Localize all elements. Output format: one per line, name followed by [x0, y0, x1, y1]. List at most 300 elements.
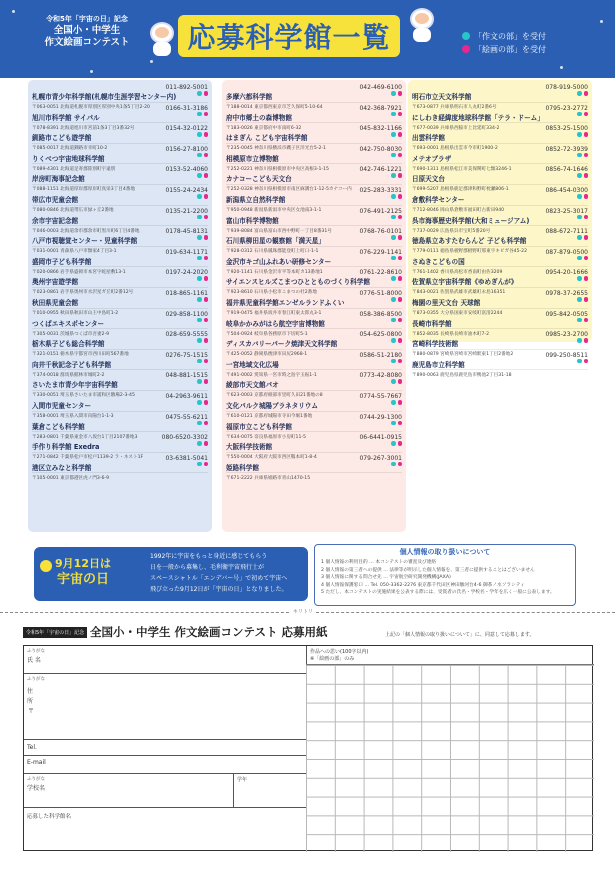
museum-name: 札幌市青少年科学館(札幌市生涯学習センター内): [32, 93, 177, 101]
museum-name: 一宮地域文化広場: [226, 360, 279, 369]
museum-address: 〒852-8035 長崎県長崎市油木町7-2: [412, 331, 490, 337]
category-dots: [195, 390, 208, 409]
category-dots: [195, 328, 208, 347]
essay-dot-icon: [391, 153, 396, 158]
category-dots: [389, 184, 402, 203]
essay-dot-icon: [391, 132, 396, 137]
museum-address: 〒939-8084 富山県富山市西中野町一丁目8番31号: [226, 228, 332, 234]
drawing-dot-icon: [584, 194, 589, 199]
museum-name: 盛岡市子ども科学館: [32, 257, 92, 266]
museum-name: 多摩六都科学館: [226, 93, 273, 101]
drawing-dot-icon: [398, 132, 403, 137]
legend: [462, 30, 546, 56]
drawing-dot-icon: [204, 400, 209, 405]
museum-tel: 0823-25-3017: [545, 207, 588, 215]
essay-dot-icon: [197, 276, 202, 281]
category-dots: [389, 410, 402, 429]
grade-field[interactable]: [234, 774, 306, 808]
museum-name: 釧路市こども遊学館: [32, 134, 92, 143]
drawing-dot-icon: [584, 91, 589, 96]
drawing-dot-icon: [584, 318, 589, 323]
category-dots: [195, 101, 208, 120]
museum-address: 〒671-2222 兵庫県姫路市青山1470-15: [226, 475, 311, 481]
museum-address: 〒923-8610 石川県小松市こまつの杜2番地: [226, 290, 317, 296]
category-dots: [575, 266, 588, 285]
essay-dot-icon: [197, 338, 202, 343]
essay-dot-icon: [197, 194, 202, 199]
essay-dot-icon: [391, 359, 396, 364]
museum-tel: 0156-27-8100: [165, 145, 208, 153]
museum-address: 〒080-0846 北海道帯広市緑ヶ丘2番地: [32, 207, 114, 213]
essay-dot-icon: [197, 400, 202, 405]
drawing-dot-icon: [584, 297, 589, 302]
museum-tel: 048-881-1515: [165, 372, 208, 380]
museum-address: 〒305-0031 茨城県つくば市吾妻2-9: [32, 331, 110, 337]
museum-address: 〒673-0877 兵庫県明石市人丸町2番6号: [412, 105, 497, 110]
drawing-dot-icon: [584, 112, 589, 117]
essay-dot-icon: [197, 235, 202, 240]
museum-tel: 0852-72-3939: [545, 145, 588, 153]
essay-dot-icon: [197, 359, 202, 364]
category-dots: [389, 225, 402, 244]
museum-address: 〒374-0018 群馬県館林市城町2-2: [32, 372, 105, 378]
museum-tel: 0985-23-2700: [545, 331, 588, 339]
museum-name: 明石市立天文科学館: [412, 93, 472, 101]
tel-field[interactable]: [24, 740, 306, 756]
category-dots: [575, 81, 588, 100]
museum-name: 府中市郷土の森博物館: [226, 113, 292, 122]
name-furigana-label: ふりがな: [27, 649, 45, 654]
page-title: 応募科学館一覧: [178, 15, 400, 57]
museum-tel: 0773-42-8080: [359, 372, 402, 380]
museum-tel: 045-832-1166: [359, 125, 402, 133]
space-day-box: [34, 547, 308, 601]
space-day-badge: [54, 556, 112, 588]
museum-address: 〒610-0121 京都府城陽市寺田今堀1番地: [226, 413, 313, 419]
drawing-dot-icon: [204, 276, 209, 281]
museum-tel: 058-386-8500: [359, 310, 402, 318]
museum-tel: 019-634-1171: [165, 248, 208, 256]
directory-column-3: [408, 80, 592, 378]
drawing-dot-icon: [398, 91, 403, 96]
category-dots: [195, 431, 208, 450]
museum-address: 〒283-0801 千葉県東金市八坂台1丁目2107番地3: [32, 434, 138, 440]
email-label: E-mail: [27, 759, 46, 766]
museum-name: 栃木県子ども総合科学館: [32, 340, 105, 349]
category-dots: [195, 81, 208, 100]
category-dots: [389, 266, 402, 285]
privacy-item: 4 個人情報保護窓口 … Tel. 050-3362-2276 東京都千代田区神田駿河台4-6 御茶ノ水ソラシティ: [321, 582, 525, 588]
drawing-dot-icon: [398, 235, 403, 240]
drawing-dot-icon: [204, 173, 209, 178]
drawing-dot-icon: [204, 153, 209, 158]
name-field[interactable]: [24, 646, 306, 674]
museum-tel: 0795-23-2772: [545, 104, 588, 112]
category-dots: [575, 245, 588, 264]
essay-dot-icon: [577, 132, 582, 137]
museum-address: 〒252-0328 神奈川県相模原市南区麻溝台1-12-5カナコー内: [226, 187, 352, 193]
sun-icon: [40, 560, 52, 572]
drawing-dot-icon: [398, 462, 403, 467]
essay-dot-icon: [577, 91, 582, 96]
drawing-dot-icon: [398, 379, 403, 384]
drawing-dot-icon: [398, 112, 403, 117]
drawing-dot-icon: [584, 153, 589, 158]
museum-entry: [32, 453, 208, 481]
cyan-dot-icon: [462, 32, 470, 40]
museum-name: サイエンスヒルズこまつひととものづくり科学館: [226, 278, 370, 287]
essay-dot-icon: [391, 112, 396, 117]
museum-name: 長崎市科学館: [412, 319, 452, 328]
grade-label: 学年: [237, 777, 248, 783]
museum-name: 秋田県児童会館: [32, 298, 79, 307]
museum-name: 岐阜かかみがはら航空宇宙博物館: [226, 319, 325, 328]
category-dots: [575, 225, 588, 244]
drawing-dot-icon: [398, 215, 403, 220]
drawing-dot-icon: [398, 441, 403, 446]
drawing-dot-icon: [204, 297, 209, 302]
museum-address: 〒677-0039 兵庫県西脇市上比延町334-2: [412, 125, 500, 131]
museum-tel: 087-879-0500: [545, 248, 588, 256]
museum-name: 手作り科学館 Exedra: [32, 443, 100, 452]
magenta-dot-icon: [462, 45, 470, 53]
museum-address: 〒491-0002 愛知県一宮市時之島字玉振1-1: [226, 372, 317, 378]
museum-name: 呉市海事歴史科学館(大和ミュージアム): [412, 216, 530, 225]
tel-label: Tel.: [27, 744, 37, 751]
drawing-dot-icon: [204, 421, 209, 426]
museum-tel: 0856-74-1646: [545, 166, 588, 174]
category-dots: [389, 451, 402, 470]
museum-name: 宮崎科学技術館: [412, 340, 459, 349]
museum-address: 〒425-0052 静岡県焼津市田尻2968-1: [226, 352, 308, 358]
work-title-line1: 作品への思い(100字以内): [310, 649, 369, 655]
museum-tel: 0155-24-2434: [165, 186, 208, 194]
museum-tel: 0276-75-1515: [165, 351, 208, 359]
category-dots: [195, 266, 208, 285]
museum-address: 〒873-0355 大分県国東市安岐町富清2244: [412, 310, 503, 316]
space-day-description: [150, 551, 304, 595]
category-dots: [389, 348, 402, 367]
museum-tel: 0475-55-6211: [165, 413, 208, 421]
essay-dot-icon: [197, 91, 202, 96]
museum-address: 〒779-0111 徳島県板野郡板野町那東字キビガ谷45-22: [412, 249, 528, 255]
form-title: 全国小・中学生 作文絵画コンテスト 応募用紙: [90, 625, 328, 639]
drawing-dot-icon: [584, 235, 589, 240]
essay-dot-icon: [391, 276, 396, 281]
museum-address: 〒010-0955 秋田県秋田市山王中島町1-2: [32, 310, 119, 316]
museum-tel: 0768-76-0101: [359, 228, 402, 236]
privacy-notice: [314, 544, 576, 606]
school-field[interactable]: [24, 774, 234, 808]
category-dots: [389, 245, 402, 264]
essay-dot-icon: [391, 91, 396, 96]
essay-dot-icon: [197, 112, 202, 117]
museum-address: 〒690-1311 島根県松江市美保関町七類3246-1: [412, 166, 512, 172]
drawing-dot-icon: [584, 256, 589, 261]
museum-name: 文化パルク城陽プラネタリウム: [226, 401, 318, 410]
drawing-dot-icon: [584, 276, 589, 281]
museum-address: 〒330-0051 埼玉県さいたま市浦和区駒場2-3-45: [32, 393, 135, 399]
drawing-dot-icon: [584, 132, 589, 137]
museum-name: 港区立みなと科学館: [32, 463, 92, 472]
museum-tel: 076-491-2125: [359, 207, 402, 215]
museum-tel: 04-2963-9611: [165, 392, 208, 400]
museum-name: 八戸市視聴覚センター・児童科学館: [32, 237, 138, 246]
museum-tel: 076-229-1141: [359, 248, 402, 256]
drawing-dot-icon: [398, 421, 403, 426]
museum-address: 〒188-0014 東京都西東京市芝久保町5-10-64: [226, 105, 323, 110]
essay-dot-icon: [577, 235, 582, 240]
museum-tel: 099-250-8511: [545, 351, 588, 359]
category-dots: [389, 287, 402, 306]
essay-dot-icon: [391, 256, 396, 261]
museum-name: 出雲科学館: [412, 134, 445, 143]
school-label: 学校名: [27, 785, 46, 792]
museum-address: 〒020-0866 岩手県盛岡市本宮字蛇屋敷13-1: [32, 269, 126, 275]
drawing-dot-icon: [398, 318, 403, 323]
category-dots: [575, 142, 588, 161]
museum-name: 日原天文台: [412, 175, 445, 184]
museum-address: 〒088-1151 北海道厚岸郡厚岸町真栄3丁目4番地: [32, 187, 135, 193]
museum-name: 葉倉こども科学館: [32, 422, 85, 431]
museum-name: 余市宇宙記念館: [32, 216, 79, 225]
museum-field[interactable]: [24, 808, 306, 852]
drawing-dot-icon: [398, 194, 403, 199]
address-label-2: 所: [27, 698, 34, 705]
category-dots: [389, 369, 402, 388]
museum-address: 〒712-8046 岡山県倉敷市福田町古新田940: [412, 207, 505, 213]
essay-dot-icon: [577, 215, 582, 220]
category-dots: [389, 328, 402, 347]
category-dots: [195, 163, 208, 182]
museum-tel: 06-6441-0915: [359, 434, 402, 442]
museum-address: 〒235-0045 神奈川県横浜市磯子区洋光台5-2-1: [226, 146, 326, 152]
essay-dot-icon: [391, 379, 396, 384]
museum-name: 梅園の里天文台 天球館: [412, 298, 481, 307]
header-banner: [0, 0, 615, 78]
cut-label: キリトリ: [290, 608, 316, 615]
privacy-item: 3 個人情報に関する問合せ先 … 宇宙航空研究開発機構(JAXA): [321, 575, 451, 581]
drawing-dot-icon: [584, 215, 589, 220]
museum-address: 〒761-1402 香川県高松市香南町由佐3209: [412, 269, 503, 275]
museum-name: 富山市科学博物館: [226, 216, 279, 225]
essay-dot-icon: [577, 297, 582, 302]
museum-tel: 0853-25-1500: [545, 125, 588, 133]
museum-tel: 078-919-5000: [545, 84, 588, 91]
category-dots: [195, 122, 208, 141]
museum-name: 鹿児島市立科学館: [412, 360, 465, 369]
museum-address: 〒699-5207 島根県鹿足郡津和野町枕瀬806-1: [412, 187, 509, 193]
museum-name: メテオプラザ: [412, 154, 452, 163]
category-dots: [389, 431, 402, 450]
museum-entry: [226, 453, 402, 481]
museum-name: にしわき経緯度地球科学館「テラ・ドーム」: [412, 113, 544, 122]
legend-drawing: [462, 43, 546, 56]
essay-dot-icon: [577, 359, 582, 364]
museum-name: 旭川市科学館 サイパル: [32, 113, 100, 122]
category-dots: [195, 369, 208, 388]
privacy-title: 個人情報の取り扱いについて: [399, 548, 491, 556]
museum-tel: 086-454-0300: [545, 186, 588, 194]
drawing-dot-icon: [204, 132, 209, 137]
museum-name: 倉敷科学センター: [412, 195, 465, 204]
museum-tel: 0166-31-3186: [165, 104, 208, 112]
privacy-item: 2 個人情報の第三者への提供 … 法律等が明示した個人情報を、第三者に提供することはございません: [321, 567, 535, 573]
museum-name: さいたま市青少年宇宙科学館: [32, 381, 118, 390]
essay-dot-icon: [197, 441, 202, 446]
museum-address: 〒693-0001 島根県出雲市今市町1900-2: [412, 146, 498, 152]
museum-name: 奥州宇宙遊学館: [32, 278, 79, 287]
category-dots: [389, 142, 402, 161]
essay-dot-icon: [391, 318, 396, 323]
drawing-dot-icon: [204, 256, 209, 261]
email-field[interactable]: [24, 756, 306, 774]
museum-tel: 0197-24-2020: [165, 269, 208, 277]
museum-tel: 0135-21-2200: [165, 207, 208, 215]
drawing-dot-icon: [204, 379, 209, 384]
category-dots: [195, 410, 208, 429]
essay-dot-icon: [577, 338, 582, 343]
drawing-dot-icon: [204, 194, 209, 199]
museum-name: はまぎん こども宇宙科学館: [226, 134, 308, 143]
museum-name: 綾部市天文館パオ: [226, 381, 279, 390]
museum-address: 〒928-0312 石川県鳳珠郡能登町上町口-1-1: [226, 249, 319, 255]
contest-name-line1: 令和5年「宇宙の日」記念: [46, 15, 128, 23]
drawing-dot-icon: [204, 91, 209, 96]
category-dots: [195, 287, 208, 306]
museum-name: 帯広市児童会館: [32, 195, 79, 204]
essay-dot-icon: [577, 173, 582, 178]
essay-dot-icon: [391, 462, 396, 467]
essay-dot-icon: [197, 318, 202, 323]
drawing-dot-icon: [584, 338, 589, 343]
museum-name: 徳島県立あすたむらんど 子ども科学館: [412, 237, 527, 246]
museum-tel: 029-858-1100: [165, 310, 208, 318]
drawing-dot-icon: [398, 338, 403, 343]
museum-address: 〒950-0948 新潟県新潟市中央区女池南3-1-1: [226, 207, 322, 213]
category-dots: [575, 122, 588, 141]
museum-name: 入間市児童センター: [32, 401, 92, 410]
museum-address: 〒023-0861 岩手県奥州市水沢星ガ丘町2番12号: [32, 290, 134, 296]
astronaut-right-icon: [408, 8, 436, 42]
writing-grid[interactable]: [306, 664, 594, 852]
category-dots: [195, 204, 208, 223]
category-dots: [195, 245, 208, 264]
category-dots: [575, 348, 588, 367]
museum-name: 福井県児童科学館エンゼルランドふくい: [226, 298, 345, 307]
drawing-dot-icon: [204, 112, 209, 117]
essay-dot-icon: [391, 297, 396, 302]
museum-address: 〒623-0003 京都府綾部市里町久田21番地の8: [226, 393, 323, 399]
essay-dot-icon: [391, 400, 396, 405]
essay-dot-icon: [391, 235, 396, 240]
essay-dot-icon: [391, 441, 396, 446]
museum-tel: 011-892-5001: [165, 84, 208, 91]
museum-tel: 0744-29-1300: [359, 413, 402, 421]
essay-dot-icon: [197, 297, 202, 302]
postal-mark: 〒: [28, 708, 35, 715]
form-tag: 令和5年「宇宙の日」記念: [23, 627, 87, 638]
museum-name: 向井千秋記念子ども科学館: [32, 360, 112, 369]
museum-address: 〒321-0151 栃木県宇都宮市西川田町567番地: [32, 352, 129, 358]
drawing-dot-icon: [398, 153, 403, 158]
museum-tel: 028-659-5555: [165, 331, 208, 339]
museum-name: 新潟県立自然科学館: [226, 195, 286, 204]
museum-name: ディスカバリーパーク焼津天文科学館: [226, 340, 338, 349]
museum-name: カナコーこども天文台: [226, 175, 292, 184]
essay-dot-icon: [197, 256, 202, 261]
drawing-dot-icon: [204, 235, 209, 240]
museum-address: 〒890-0063 鹿児島県鹿児島市鴨池2丁目31-18: [412, 372, 512, 378]
museum-tel: 042-746-1221: [359, 166, 402, 174]
drawing-dot-icon: [398, 276, 403, 281]
drawing-dot-icon: [398, 173, 403, 178]
space-day-desc-line: 日を一般から募集し、毛利衛宇宙飛行士が: [150, 564, 265, 571]
museum-entry: [412, 350, 588, 378]
museum-tel: 0978-37-2655: [545, 289, 588, 297]
consent-text: 上記の「個人情報の取り扱いについて」に、同意して応募します。: [385, 632, 535, 638]
directory-column-2: [222, 80, 406, 532]
address-field[interactable]: [24, 674, 306, 740]
category-dots: [389, 81, 402, 100]
essay-dot-icon: [197, 215, 202, 220]
museum-tel: 054-625-0800: [359, 331, 402, 339]
legend-drawing-label: 「絵画の部」を受付: [474, 45, 546, 54]
museum-name: 佐賀県立宇宙科学館《ゆめぎんが》: [412, 278, 518, 287]
museum-tel: 0153-52-4060: [165, 166, 208, 174]
category-dots: [575, 184, 588, 203]
museum-tel: 0774-55-7667: [359, 392, 402, 400]
astronaut-left-icon: [148, 22, 176, 56]
essay-dot-icon: [577, 318, 582, 323]
museum-tel: 0178-45-8131: [165, 228, 208, 236]
museum-address: 〒919-0475 福井県坂井市春江町東太郎丸3-1: [226, 310, 322, 316]
drawing-dot-icon: [398, 256, 403, 261]
application-form: [23, 645, 593, 851]
museum-name: 福原市立こども科学館: [226, 422, 292, 431]
museum-address: 〒046-0003 北海道余市郡余市町黒川町6丁目4番地: [32, 228, 140, 234]
essay-dot-icon: [391, 194, 396, 199]
museum-tel: 0761-22-8610: [359, 269, 402, 277]
museum-address: 〒031-0001 青森県八戸市類家4丁目3-1: [32, 249, 117, 255]
drawing-dot-icon: [204, 215, 209, 220]
drawing-dot-icon: [584, 173, 589, 178]
museum-address: 〒105-0001 東京都港区虎ノ門3-6-9: [32, 475, 110, 481]
essay-dot-icon: [197, 462, 202, 467]
address-furigana-label: ふりがな: [27, 677, 45, 682]
museum-tel: 0954-20-1666: [545, 269, 588, 277]
museum-tel: 042-469-6100: [359, 84, 402, 91]
museum-address: 〒737-0029 広島県呉市宝町5番20号: [412, 228, 491, 234]
museum-tel: 042-750-8030: [359, 145, 402, 153]
museum-address: 〒089-4301 北海道足寄郡陸別町宇遠別: [32, 166, 116, 172]
museum-name: 岸房町海事記念館: [32, 175, 85, 184]
museum-tel: 018-865-1161: [165, 289, 208, 297]
address-label-1: 住: [27, 688, 34, 695]
museum-address: 〒358-0001 埼玉県入間市向陽台1-1-3: [32, 413, 114, 419]
category-dots: [389, 204, 402, 223]
museum-name: りくべつ宇宙地球科学館: [32, 154, 105, 163]
contest-name: [32, 13, 142, 49]
museum-address: 〒085-0017 北海道釧路市幸町10-2: [32, 146, 108, 152]
museum-directory: [23, 80, 598, 532]
space-day-badge-line1: 9月12日は: [55, 557, 111, 570]
museum-address: 〒252-0221 神奈川県相模原市中央区高根3-1-15: [226, 166, 329, 172]
category-dots: [575, 163, 588, 182]
museum-tel: 079-267-3001: [359, 454, 402, 462]
category-dots: [389, 122, 402, 141]
museum-name: 大阪科学技術館: [226, 443, 273, 452]
